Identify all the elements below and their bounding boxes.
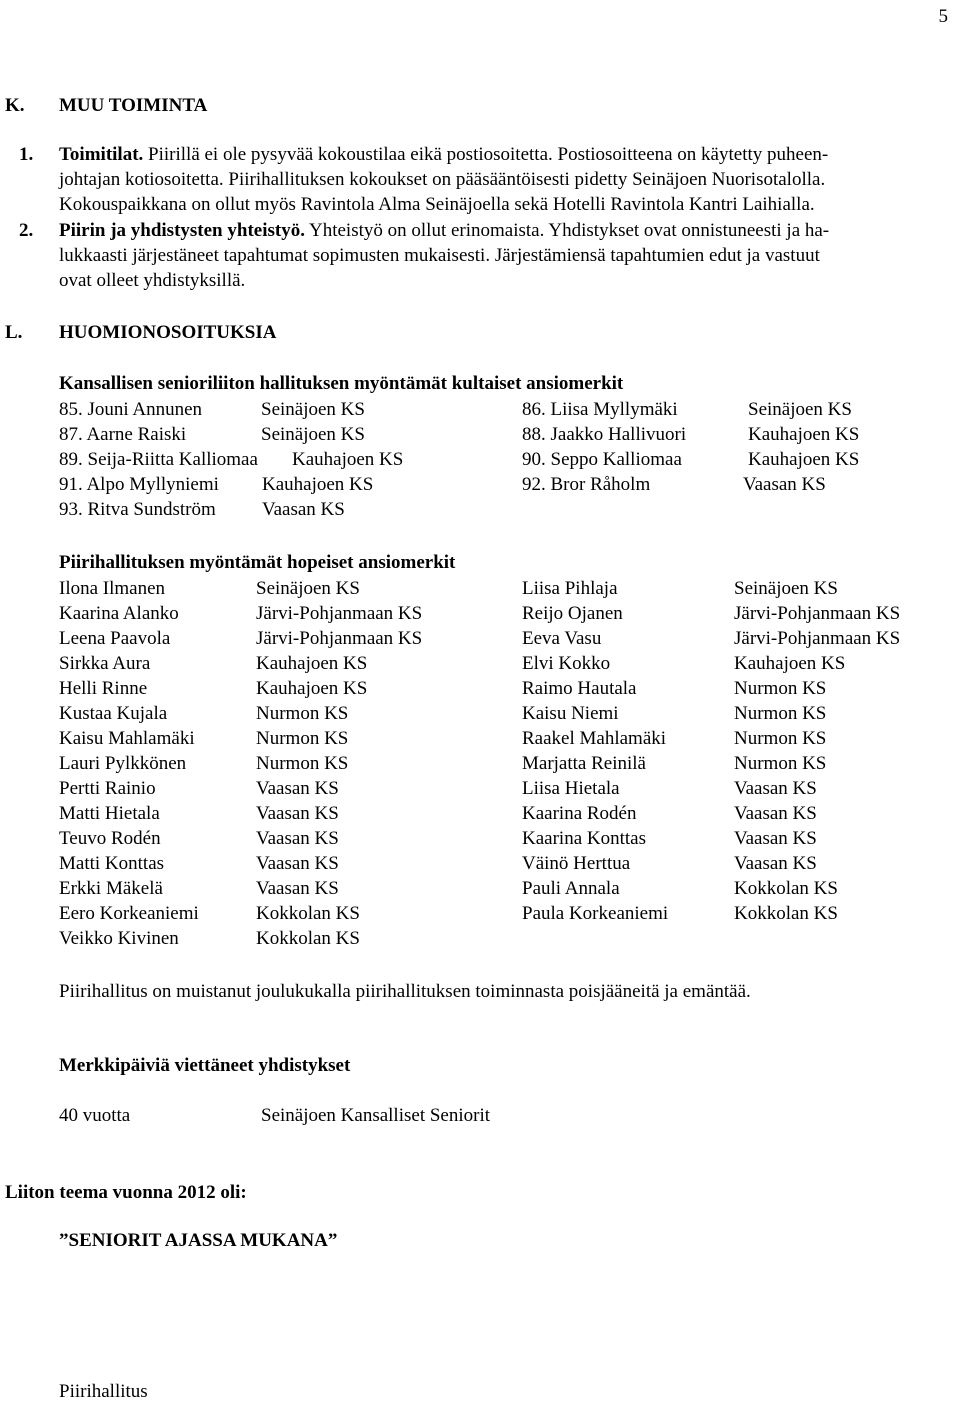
silver-recipient: Kaisu Mahlamäki: [59, 728, 195, 749]
silver-recipient: Helli Rinne: [59, 678, 148, 699]
silver-club: Nurmon KS: [734, 728, 827, 749]
silver-recipient: Matti Hietala: [59, 803, 160, 824]
silver-club: Vaasan KS: [734, 853, 817, 874]
item-2-line-2: lukkaasti järjestäneet tapahtumat sopimusten mukaisesti. Järjestämiensä tapahtumien edut ja vastuut: [59, 245, 820, 266]
theme-heading: Liiton teema vuonna 2012 oli:: [5, 1182, 247, 1203]
gold-club: Kauhajoen KS: [748, 424, 860, 445]
silver-recipient: Pauli Annala: [522, 878, 620, 899]
gold-recipient: 87. Aarne Raiski: [59, 424, 187, 445]
silver-recipient: Matti Konttas: [59, 853, 165, 874]
item-2-text-1: Yhteistyö on ollut erinomaista. Yhdistykset ovat onnistuneesti ja ha-: [309, 220, 830, 241]
silver-club: Kokkolan KS: [734, 903, 838, 924]
silver-badges-heading: Piirihallituksen myöntämät hopeiset ansiomerkit: [59, 552, 456, 573]
silver-recipient: Eero Korkeaniemi: [59, 903, 199, 924]
gold-row: [0, 472, 960, 497]
gold-row: [0, 422, 960, 447]
silver-recipient: Marjatta Reinilä: [522, 753, 646, 774]
gold-recipient: 93. Ritva Sundström: [59, 499, 216, 520]
silver-row: [0, 901, 960, 926]
silver-club: Vaasan KS: [256, 878, 339, 899]
silver-recipient: Pertti Rainio: [59, 778, 156, 799]
silver-row: [0, 726, 960, 751]
silver-recipient: Liisa Hietala: [522, 778, 620, 799]
silver-club: Vaasan KS: [734, 828, 817, 849]
silver-recipient: Raimo Hautala: [522, 678, 637, 699]
silver-row: [0, 851, 960, 876]
item-number-2: 2.: [19, 220, 34, 241]
silver-row: [0, 876, 960, 901]
silver-recipient: Lauri Pylkkönen: [59, 753, 187, 774]
silver-club: Seinäjoen KS: [256, 578, 360, 599]
silver-row: [0, 776, 960, 801]
gold-club: Vaasan KS: [262, 499, 345, 520]
silver-recipient: Reijo Ojanen: [522, 603, 623, 624]
silver-club: Järvi-Pohjanmaan KS: [734, 603, 901, 624]
silver-recipient: Kaarina Konttas: [522, 828, 646, 849]
silver-row: [0, 651, 960, 676]
silver-row: [0, 926, 960, 951]
silver-row: [0, 801, 960, 826]
gold-recipient: 91. Alpo Myllyniemi: [59, 474, 219, 495]
gold-badges-heading: Kansallisen senioriliiton hallituksen myöntämät kultaiset ansiomerkit: [59, 373, 624, 394]
silver-club: Kauhajoen KS: [734, 653, 846, 674]
silver-club: Järvi-Pohjanmaan KS: [734, 628, 901, 649]
silver-recipient: Kaisu Niemi: [522, 703, 619, 724]
gold-club: Kauhajoen KS: [748, 449, 860, 470]
silver-club: Nurmon KS: [734, 678, 827, 699]
item-2-line-1: [59, 218, 829, 243]
silver-club: Nurmon KS: [256, 728, 349, 749]
silver-club: Nurmon KS: [256, 703, 349, 724]
item-1-line-1: [59, 142, 828, 167]
anniversary-years: 40 vuotta: [59, 1105, 131, 1126]
gold-club: Vaasan KS: [743, 474, 826, 495]
gold-recipient: 92. Bror Råholm: [522, 474, 651, 495]
silver-club: Nurmon KS: [256, 753, 349, 774]
silver-recipient: Liisa Pihlaja: [522, 578, 618, 599]
silver-recipient: Teuvo Rodén: [59, 828, 161, 849]
gold-recipient: 86. Liisa Myllymäki: [522, 399, 678, 420]
silver-club: Kokkolan KS: [256, 903, 360, 924]
silver-club: Kauhajoen KS: [256, 678, 368, 699]
silver-club: Järvi-Pohjanmaan KS: [256, 628, 423, 649]
silver-club: Seinäjoen KS: [734, 578, 838, 599]
signature: Piirihallitus: [59, 1381, 148, 1402]
silver-club: Vaasan KS: [256, 803, 339, 824]
page-number: 5: [938, 6, 948, 27]
silver-club: Vaasan KS: [256, 778, 339, 799]
silver-recipient: Väinö Herttua: [522, 853, 631, 874]
silver-club: Järvi-Pohjanmaan KS: [256, 603, 423, 624]
christmas-note: Piirihallitus on muistanut joulukukalla piirihallituksen toiminnasta poisjääneitä ja emäntää.: [59, 981, 751, 1002]
silver-club: Nurmon KS: [734, 753, 827, 774]
anniversaries-heading: Merkkipäiviä viettäneet yhdistykset: [59, 1055, 351, 1076]
section-title-k: MUU TOIMINTA: [59, 95, 208, 116]
silver-club: Vaasan KS: [256, 853, 339, 874]
silver-club: Vaasan KS: [256, 828, 339, 849]
item-1-line-3: Kokouspaikkana on ollut myös Ravintola Alma Seinäjoella sekä Hotelli Ravintola Kantri Laihialla.: [59, 194, 815, 215]
silver-club: Kokkolan KS: [734, 878, 838, 899]
silver-recipient: Sirkka Aura: [59, 653, 151, 674]
silver-row: [0, 576, 960, 601]
silver-row: [0, 751, 960, 776]
silver-recipient: Erkki Mäkelä: [59, 878, 163, 899]
anniversary-club: Seinäjoen Kansalliset Seniorit: [261, 1105, 491, 1126]
gold-recipient: 90. Seppo Kalliomaa: [522, 449, 682, 470]
silver-recipient: Leena Paavola: [59, 628, 171, 649]
silver-recipient: Raakel Mahlamäki: [522, 728, 667, 749]
section-title-l: HUOMIONOSOITUKSIA: [59, 322, 277, 343]
gold-club: Seinäjoen KS: [261, 399, 365, 420]
section-letter-k: K.: [5, 95, 25, 116]
silver-recipient: Kaarina Alanko: [59, 603, 179, 624]
silver-recipient: Paula Korkeaniemi: [522, 903, 669, 924]
gold-row: [0, 497, 960, 522]
silver-row: [0, 701, 960, 726]
theme-slogan: ”SENIORIT AJASSA MUKANA”: [59, 1230, 338, 1251]
gold-club: Kauhajoen KS: [262, 474, 374, 495]
gold-row: [0, 397, 960, 422]
gold-club: Kauhajoen KS: [292, 449, 404, 470]
item-number-1: 1.: [19, 144, 34, 165]
gold-recipient: 88. Jaakko Hallivuori: [522, 424, 687, 445]
gold-row: [0, 447, 960, 472]
section-letter-l: L.: [5, 322, 23, 343]
silver-club: Vaasan KS: [734, 803, 817, 824]
gold-club: Seinäjoen KS: [261, 424, 365, 445]
item-2-heading: Piirin ja yhdistysten yhteistyö.: [59, 220, 305, 241]
silver-row: [0, 601, 960, 626]
silver-club: Kauhajoen KS: [256, 653, 368, 674]
silver-recipient: Kaarina Rodén: [522, 803, 637, 824]
gold-club: Seinäjoen KS: [748, 399, 852, 420]
item-2-line-3: ovat olleet yhdistyksillä.: [59, 270, 246, 291]
silver-club: Nurmon KS: [734, 703, 827, 724]
silver-recipient: Ilona Ilmanen: [59, 578, 166, 599]
item-1-heading: Toimitilat.: [59, 144, 144, 165]
item-1-text-1: Piirillä ei ole pysyvää kokoustilaa eikä postiosoitetta. Postiosoitteena on käytetty puheen-: [148, 144, 829, 165]
silver-recipient: Elvi Kokko: [522, 653, 611, 674]
silver-row: [0, 676, 960, 701]
silver-row: [0, 826, 960, 851]
silver-recipient: Eeva Vasu: [522, 628, 602, 649]
silver-recipient: Kustaa Kujala: [59, 703, 168, 724]
silver-club: Vaasan KS: [734, 778, 817, 799]
gold-recipient: 89. Seija-Riitta Kalliomaa: [59, 449, 258, 470]
item-1-line-2: johtajan kotiosoitetta. Piirihallituksen kokoukset on pääsääntöisesti pidetty Seinäjoen Nuorisotalolla.: [59, 169, 826, 190]
silver-club: Kokkolan KS: [256, 928, 360, 949]
gold-recipient: 85. Jouni Annunen: [59, 399, 203, 420]
silver-row: [0, 626, 960, 651]
silver-recipient: Veikko Kivinen: [59, 928, 179, 949]
